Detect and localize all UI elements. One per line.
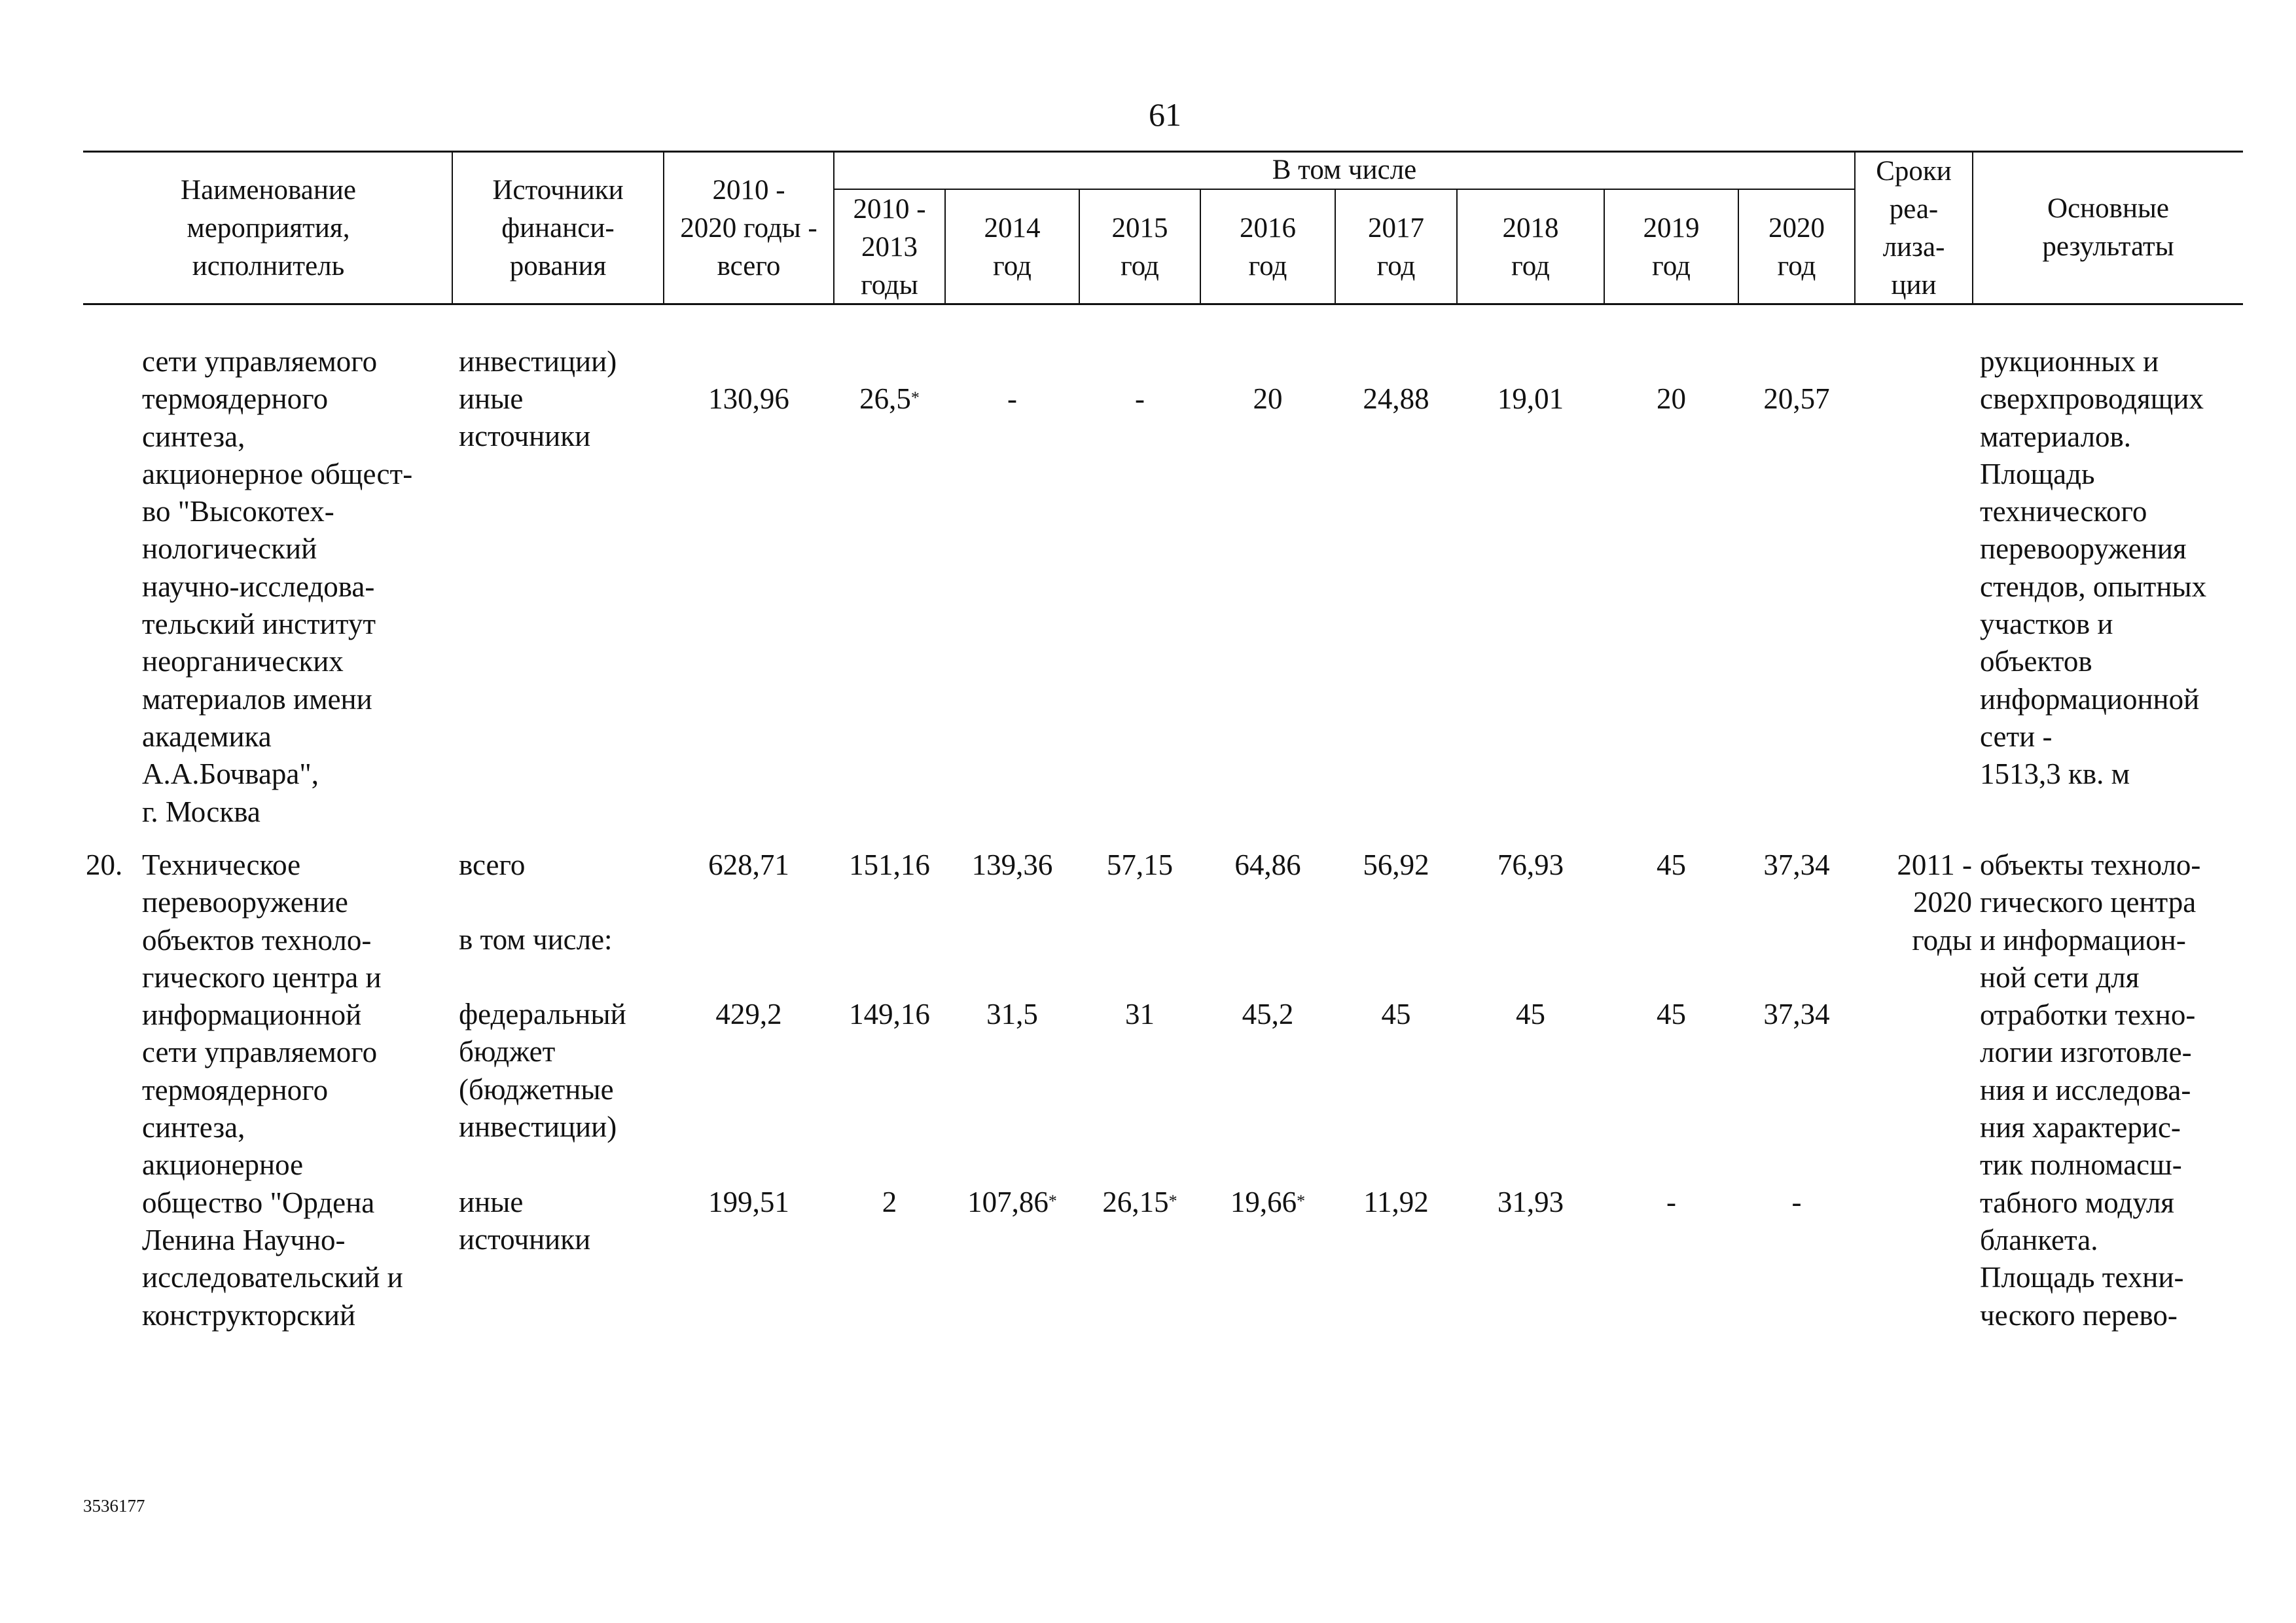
prev-row-total: 130,96: [708, 382, 789, 415]
header-2014: 2014 год: [984, 213, 1041, 282]
row-20-federal-2019: 45: [1657, 998, 1686, 1030]
prev-row-source-tail: инвестиции): [459, 345, 617, 378]
row-20-federal-2014: 31,5: [986, 998, 1038, 1030]
prev-row-2018: 19,01: [1497, 382, 1564, 415]
row-20-total-2016: 64,86: [1234, 848, 1301, 881]
header-2016: 2016 год: [1240, 213, 1296, 282]
row-20-total-total: 628,71: [708, 848, 789, 881]
row-20-federal-2017: 45: [1381, 998, 1411, 1030]
row-20-total-2017: 56,92: [1363, 848, 1429, 881]
row-20-federal-2016: 45,2: [1242, 998, 1294, 1030]
prev-row-source-other: иные источники: [459, 382, 591, 453]
row-20-other-2014: 107,86*: [967, 1186, 1057, 1218]
footnote-mark: *: [910, 388, 920, 407]
row-20-source-including: в том числе:: [459, 923, 613, 956]
row-20-other-2018: 31,93: [1497, 1186, 1564, 1218]
row-20-other-2015: 26,15*: [1102, 1186, 1177, 1218]
footnote-mark: *: [1297, 1192, 1306, 1211]
row-20-total-2015: 57,15: [1106, 848, 1174, 881]
row-20-federal-2010-2013: 149,16: [849, 998, 930, 1030]
footnote-mark: *: [1048, 1192, 1057, 1211]
page-number: 61: [1149, 96, 1181, 133]
row-20-total-2020: 37,34: [1763, 848, 1830, 881]
row-20-total-2014: 139,36: [971, 848, 1053, 881]
row-20-total-2019: 45: [1657, 848, 1686, 881]
row-20-source-total: всего: [459, 848, 526, 881]
document-code: 3536177: [83, 1496, 145, 1516]
header-2018: 2018 год: [1502, 213, 1559, 282]
row-20-other-2020: -: [1791, 1186, 1802, 1218]
footnote-mark: *: [1168, 1192, 1177, 1211]
prev-row-2019: 20: [1657, 382, 1686, 415]
prev-row-name: сети управляемого термоядерного синтеза, акционерное общест- во "Высокотех- нологический научно-исследова- тельский институт неорганических материалов имени академика А.А.Бочвара", г. Москва: [142, 345, 413, 828]
row-20-federal-2020: 37,34: [1763, 998, 1830, 1030]
row-20-federal-2018: 45: [1516, 998, 1545, 1030]
header-sources: Источники финанси- рования: [492, 175, 624, 282]
row-20-name: Техническое перевооружение объектов техноло- гического центра и информационной сети управляемого термоядерного синтеза, акционерное общество "Ордена Ленина Научно- исследовательский и конструкторский: [142, 848, 403, 1332]
header-2015: 2015 год: [1111, 213, 1168, 282]
row-20-other-total: 199,51: [708, 1186, 789, 1218]
prev-row-results: рукционных и сверхпроводящих материалов. Площадь технического перевооружения стендов, опытных участков и объектов информационной сети - 1513,3 кв. м: [1980, 345, 2207, 791]
header-2010-2013: 2010 - 2013 годы: [853, 194, 926, 301]
row-20-source-other: иные источники: [459, 1186, 591, 1256]
row-20-number: 20.: [86, 848, 123, 881]
row-20-total-2010-2013: 151,16: [849, 848, 930, 881]
row-20-source-federal: федеральный бюджет (бюджетные инвестиции): [459, 998, 626, 1143]
header-name: Наименование мероприятия, исполнитель: [181, 175, 356, 282]
row-20-other-2017: 11,92: [1363, 1186, 1429, 1218]
row-20-federal-2015: 31: [1125, 998, 1155, 1030]
header-2019: 2019 год: [1643, 213, 1700, 282]
header-total: 2010 - 2020 годы - всего: [680, 175, 817, 282]
prev-row-2014: -: [1007, 382, 1017, 415]
prev-row-2015: -: [1135, 382, 1145, 415]
header-2020: 2020 год: [1768, 213, 1825, 282]
row-20-total-2018: 76,93: [1497, 848, 1564, 881]
header-results: Основные результаты: [2042, 193, 2174, 262]
prev-row-2017: 24,88: [1363, 382, 1429, 415]
prev-row-2020: 20,57: [1763, 382, 1830, 415]
row-20-results: объекты техноло- гического центра и информацион- ной сети для отработки техно- логии изготовле- ния и исследова- ния характерис- тик полномасш- табного модуля бланкета. Площадь техни- ческого перево-: [1980, 848, 2201, 1332]
header-2017: 2017 год: [1368, 213, 1424, 282]
row-20-other-2019: -: [1666, 1186, 1676, 1218]
header-including: В том числе: [1272, 155, 1417, 185]
row-20-federal-total: 429,2: [715, 998, 782, 1030]
prev-row-2016: 20: [1253, 382, 1283, 415]
prev-row-2010-2013: 26,5*: [859, 382, 920, 415]
header-terms: Сроки реа- лиза- ции: [1876, 156, 1952, 301]
row-20-other-2016: 19,66*: [1230, 1186, 1306, 1218]
row-20-terms: 2011 - 2020 годы: [1897, 848, 1972, 957]
row-20-other-2010-2013: 2: [882, 1186, 897, 1218]
